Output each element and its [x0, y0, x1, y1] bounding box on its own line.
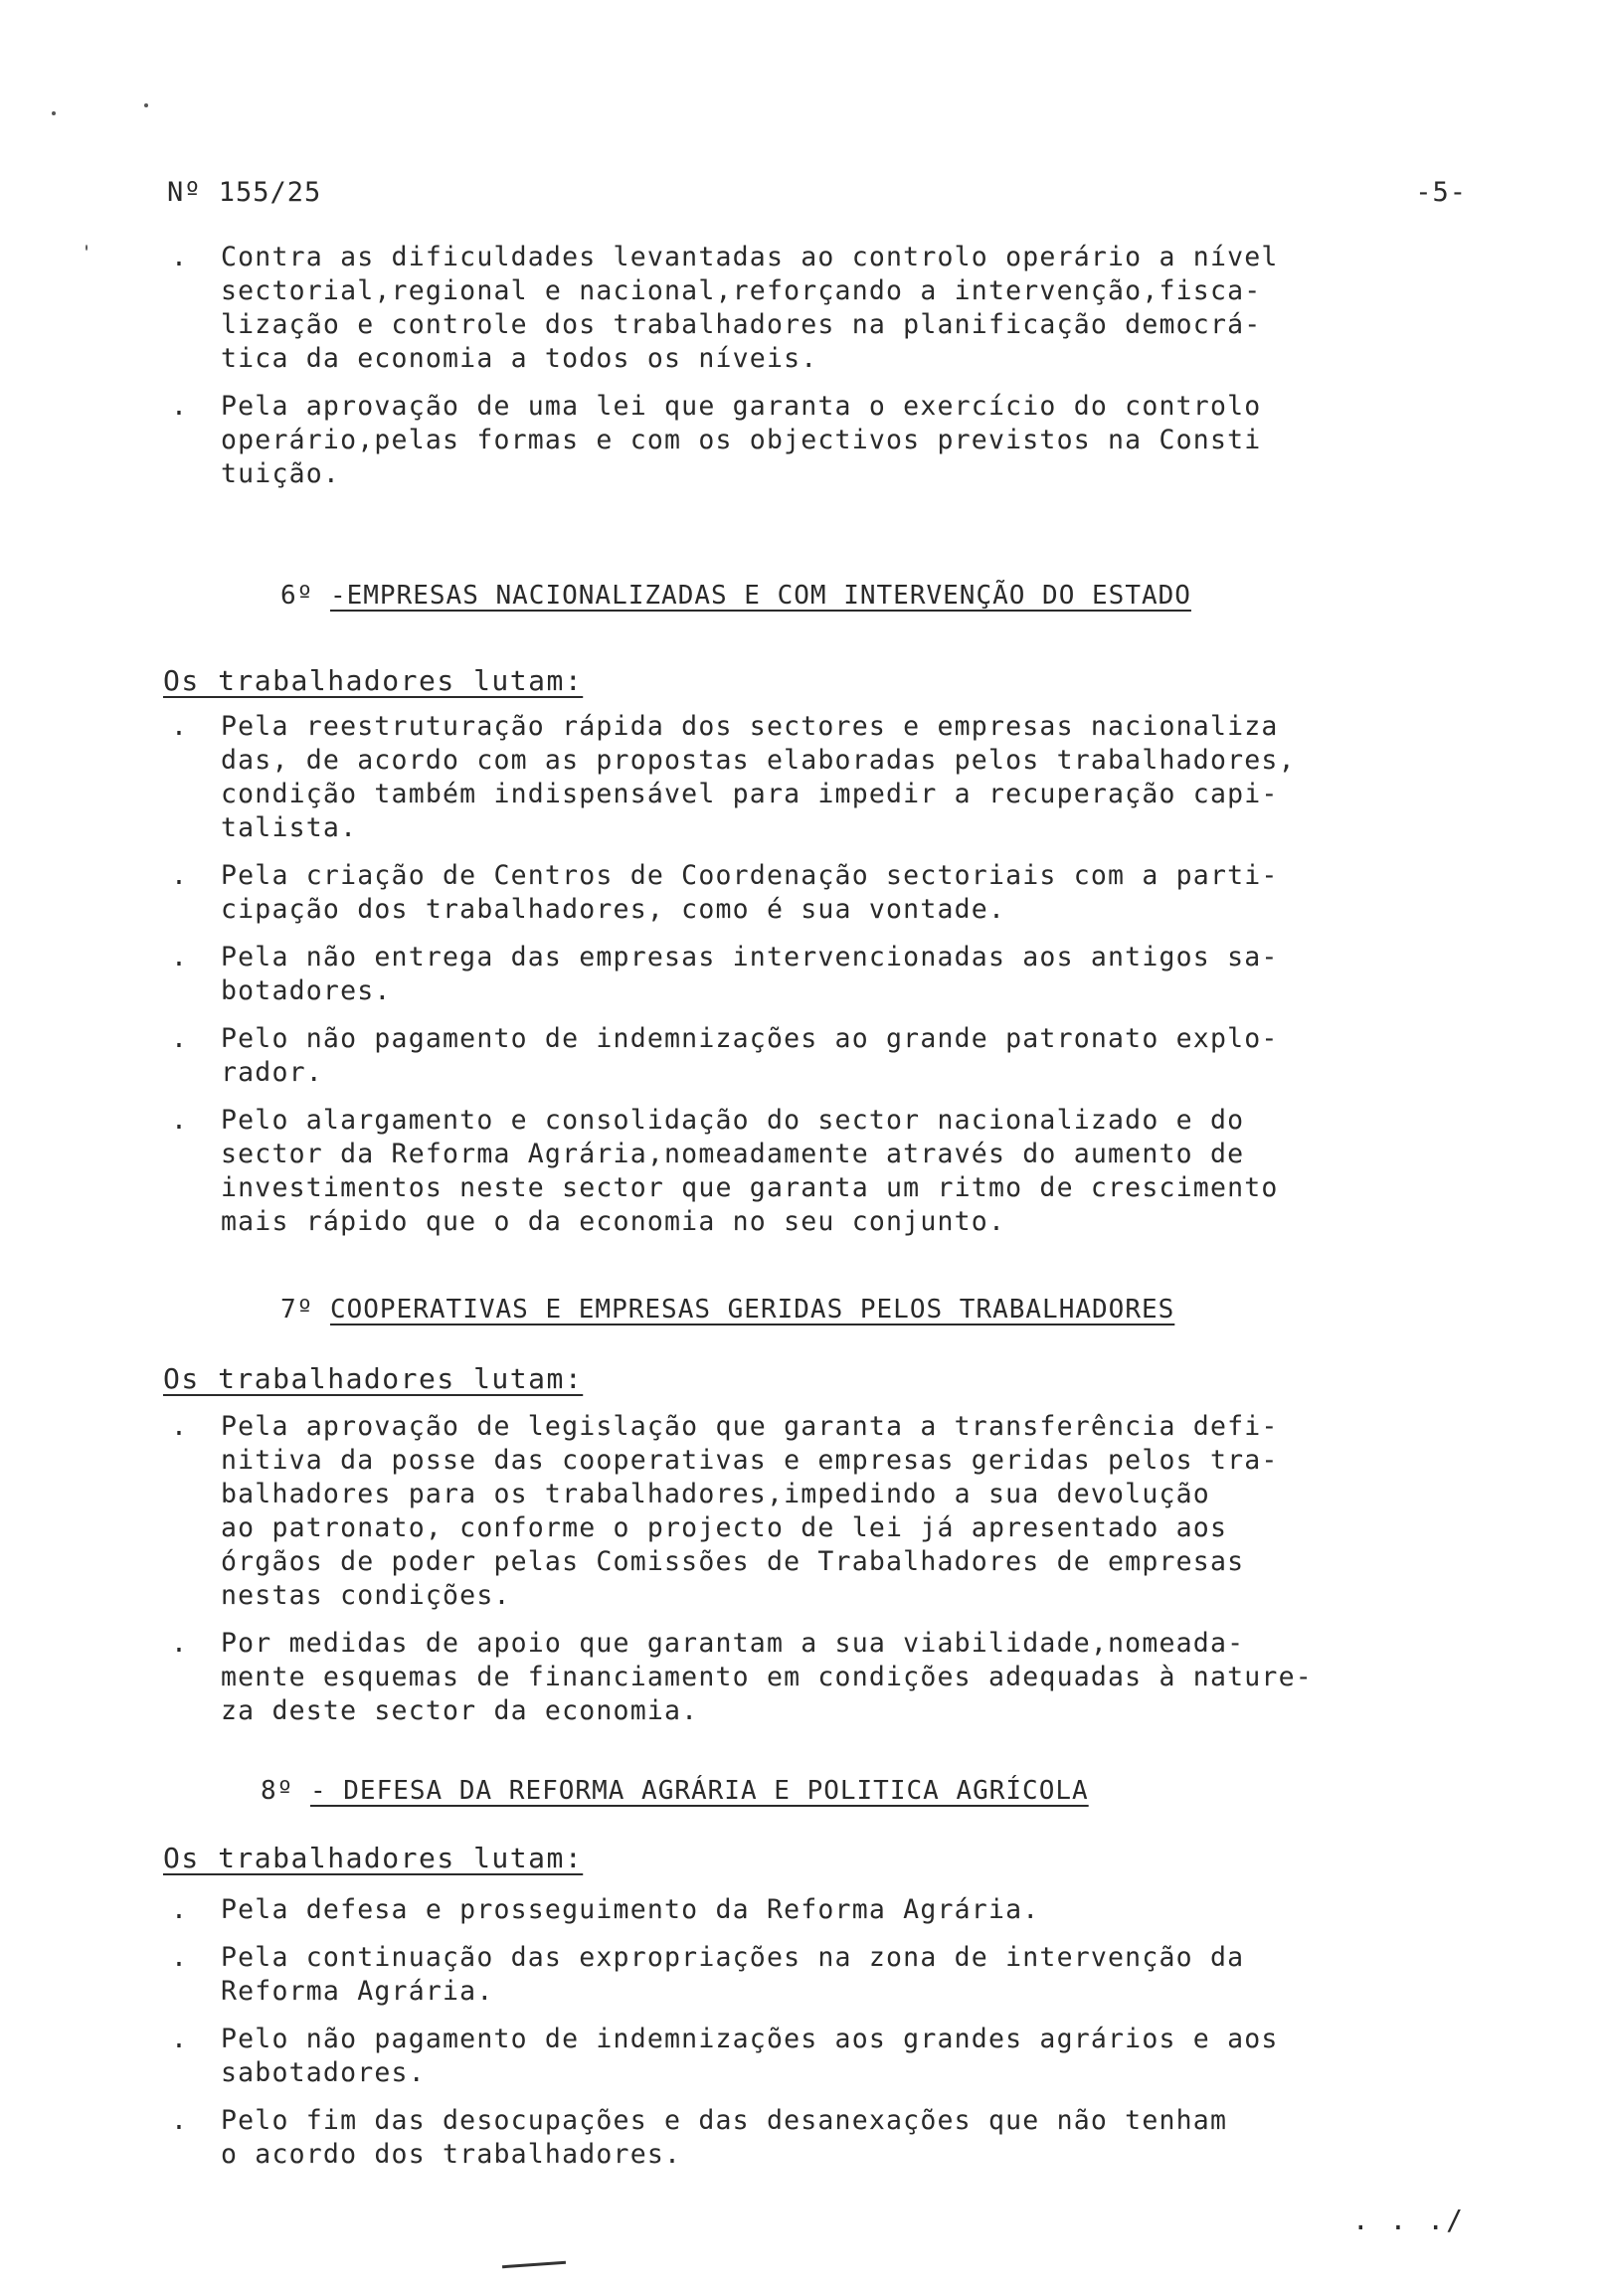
- bullet-dot: .: [171, 860, 189, 891]
- pen-stroke: [502, 2261, 566, 2268]
- item-text: Pelo não pagamento de indemnizações aos grandes agrários e aos sabotadores.: [221, 2024, 1279, 2088]
- scan-speck: [144, 103, 148, 107]
- section-heading-8: [261, 1776, 1089, 1806]
- list-item: [163, 941, 1456, 1008]
- section-title: - DEFESA DA REFORMA AGRÁRIA E POLITICA AGRÍCOLA: [309, 1776, 1089, 1806]
- list-item: [163, 1022, 1456, 1090]
- bullet-dot: .: [171, 242, 189, 272]
- item-text: Pela aprovação de uma lei que garanta o exercício do controlo operário,pelas formas e com os objectivos previstos na Consti tuição.: [221, 391, 1262, 489]
- scan-speck: [86, 245, 88, 251]
- document-number: Nº 155/25: [167, 177, 322, 208]
- bullet-dot: .: [171, 1942, 189, 1973]
- section-heading-7: [280, 1295, 1174, 1325]
- list-item: [163, 1627, 1456, 1728]
- bullet-dot: .: [171, 1894, 189, 1925]
- item-text: Pela aprovação de legislação que garanta a transferência defi- nitiva da posse das cooperativas e empresas geridas pelos tra- balhadores para os trabalhadores,impedindo a sua devolução ao patronato, conforme o projecto de lei já apresentado aos órgãos de poder pelas Comissões de Trabalhadores de empresas nestas condições.: [221, 1411, 1279, 1611]
- item-text: Pela defesa e prosseguimento da Reforma Agrária.: [221, 1894, 1040, 1925]
- item-text: Por medidas de apoio que garantam a sua viabilidade,nomeada- mente esquemas de financiamento em condições adequadas à nature- za deste sector da economia.: [221, 1628, 1313, 1726]
- section-lead: Os trabalhadores lutam:: [163, 664, 584, 697]
- list-item: [163, 2104, 1456, 2172]
- section-8-list: [163, 1893, 1456, 2186]
- bullet-dot: .: [171, 1023, 189, 1054]
- section-6-list: [163, 710, 1456, 1253]
- list-item: [163, 2023, 1456, 2090]
- intro-list: [163, 241, 1456, 505]
- list-item: [163, 710, 1456, 845]
- list-item: [163, 1893, 1456, 1927]
- list-item: [163, 1410, 1456, 1613]
- section-title: COOPERATIVAS E EMPRESAS GERIDAS PELOS TRABALHADORES: [329, 1295, 1175, 1325]
- list-item: [163, 1104, 1456, 1239]
- bullet-dot: .: [171, 2024, 189, 2054]
- section-number: 6º: [280, 581, 314, 611]
- item-text: Pela não entrega das empresas intervencionadas aos antigos sa- botadores.: [221, 942, 1279, 1006]
- bullet-dot: .: [171, 711, 189, 742]
- section-lead: Os trabalhadores lutam:: [163, 1362, 584, 1395]
- scan-speck: [52, 111, 56, 115]
- item-text: Pelo alargamento e consolidação do sector nacionalizado e do sector da Reforma Agrária,nomeadamente através do aumento de investimentos neste sector que garanta um ritmo de crescimento mais rápido que o da economia no seu conjunto.: [221, 1105, 1279, 1237]
- item-text: Pelo fim das desocupações e das desanexações que não tenham o acordo dos trabalhadores.: [221, 2105, 1228, 2170]
- section-heading-6: [280, 581, 1191, 611]
- bullet-dot: .: [171, 391, 189, 422]
- bullet-dot: .: [171, 942, 189, 972]
- section-title: -EMPRESAS NACIONALIZADAS E COM INTERVENÇÃO DO ESTADO: [329, 581, 1191, 611]
- item-text: Pela reestruturação rápida dos sectores e empresas nacionaliza das, de acordo com as propostas elaboradas pelos trabalhadores, condição também indispensável para impedir a recuperação capi- talista.: [221, 711, 1296, 843]
- item-text: Pela criação de Centros de Coordenação sectoriais com a parti- cipação dos trabalhadores, como é sua vontade.: [221, 860, 1279, 925]
- list-item: [163, 241, 1456, 376]
- bullet-dot: .: [171, 1105, 189, 1136]
- list-item: [163, 390, 1456, 491]
- section-7-list: [163, 1410, 1456, 1742]
- bullet-dot: .: [171, 2105, 189, 2136]
- bullet-dot: .: [171, 1628, 189, 1659]
- section-number: 8º: [261, 1776, 294, 1806]
- list-item: [163, 859, 1456, 927]
- list-item: [163, 1941, 1456, 2009]
- bullet-dot: .: [171, 1411, 189, 1442]
- section-number: 7º: [280, 1295, 314, 1325]
- item-text: Pela continuação das expropriações na zona de intervenção da Reforma Agrária.: [221, 1942, 1245, 2007]
- continuation-mark: . . ./: [1351, 2204, 1465, 2236]
- item-text: Contra as dificuldades levantadas ao controlo operário a nível sectorial,regional e nacional,reforçando a intervenção,fisca- lização e controle dos trabalhadores na planificação democrá- tica da economia a todos os níveis.: [221, 242, 1279, 374]
- section-lead: Os trabalhadores lutam:: [163, 1842, 584, 1874]
- page-number: -5-: [1415, 177, 1467, 208]
- item-text: Pelo não pagamento de indemnizações ao grande patronato explo- rador.: [221, 1023, 1279, 1088]
